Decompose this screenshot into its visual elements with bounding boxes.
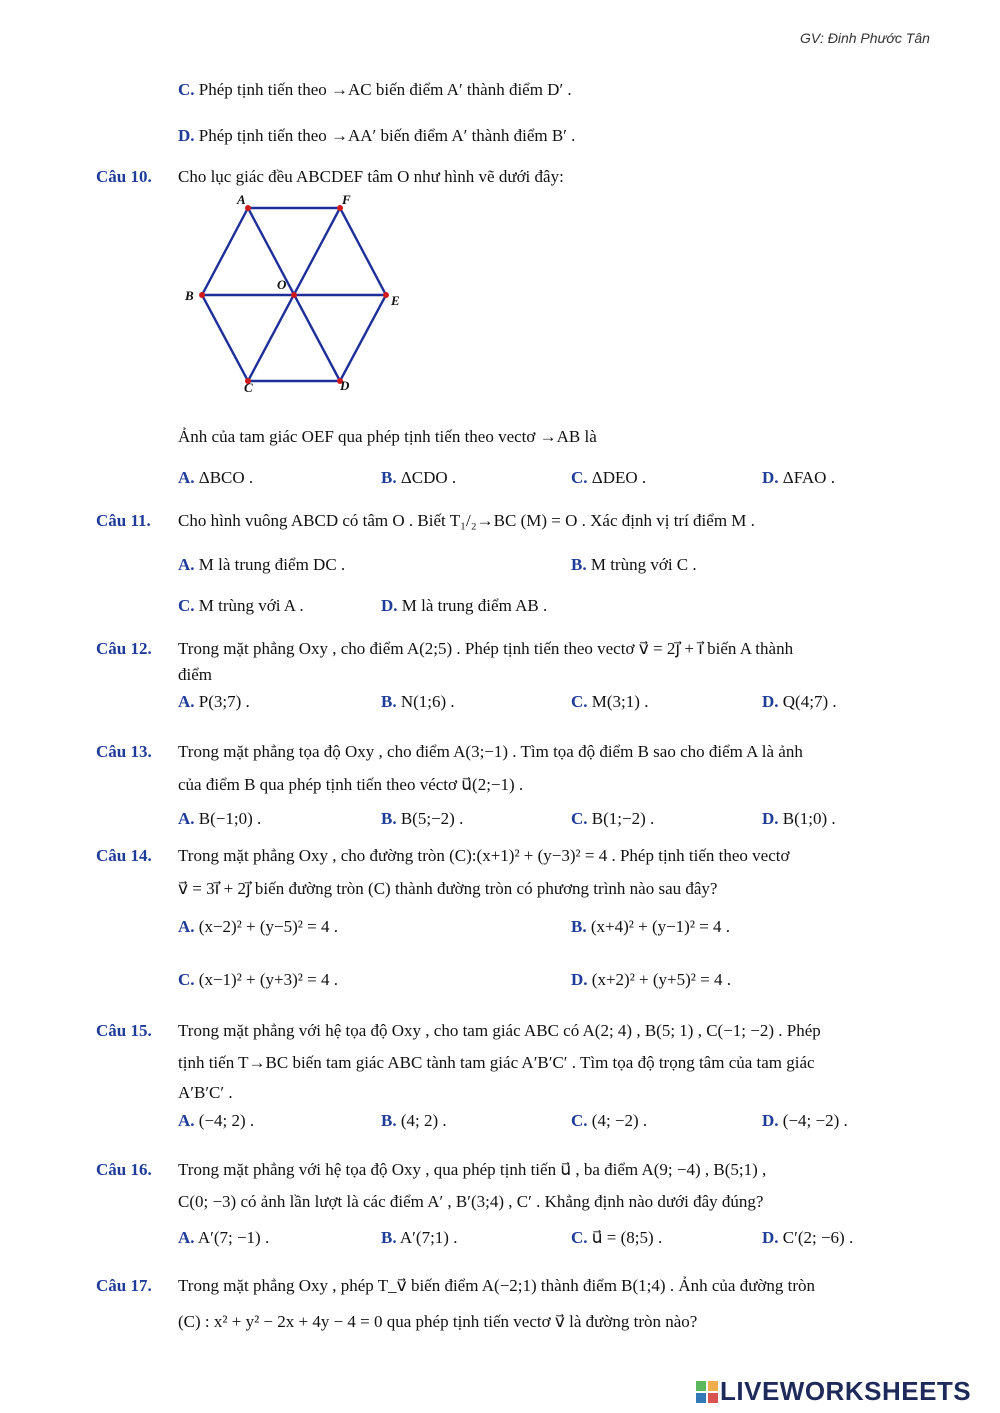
question-16-line-1: Trong mặt phẳng với hệ tọa độ Oxy , qua phép tịnh tiến u⃗ , ba điểm A(9; −4) , B(5;1) ,	[178, 1160, 767, 1179]
question-17-number: Câu 17.	[96, 1276, 152, 1295]
question-12-line-2: điểm	[178, 665, 212, 684]
prev-option-d-text: Phép tịnh tiến theo →AA′ biến điểm A′ thành điểm B′ .	[198, 126, 576, 145]
question-14-line-1: Trong mặt phẳng Oxy , cho đường tròn (C):(x+1)² + (y−3)² = 4 . Phép tịnh tiến theo vectơ	[178, 846, 790, 865]
q16-option-d[interactable]: D. C′(2; −6) .	[762, 1228, 854, 1247]
question-13-number: Câu 13.	[96, 742, 152, 761]
question-11-number: Câu 11.	[96, 511, 151, 530]
prev-option-c: C. Phép tịnh tiến theo →AC biến điểm A′ thành điểm D′ .	[178, 80, 572, 99]
question-14-line-2: v⃗ = 3i⃗ + 2j⃗ biến đường tròn (C) thành đường tròn có phương trình nào sau đây?	[178, 879, 718, 898]
question-12-line-1: Trong mặt phẳng Oxy , cho điểm A(2;5) . Phép tịnh tiến theo vectơ v⃗ = 2j⃗ + i⃗ biến A thành	[178, 639, 794, 658]
q12-option-d[interactable]: D. Q(4;7) .	[762, 692, 837, 711]
hexagon-figure	[180, 192, 420, 397]
grid-logo-icon	[696, 1381, 718, 1403]
question-10-number: Câu 10.	[96, 167, 152, 186]
q13-option-d[interactable]: D. B(1;0) .	[762, 809, 836, 828]
q11-option-c[interactable]: C. M trùng với A .	[178, 596, 304, 615]
q12-option-c[interactable]: C. M(3;1) .	[571, 692, 649, 711]
question-15-number: Câu 15.	[96, 1021, 152, 1040]
question-13-line-2: của điểm B qua phép tịnh tiến theo véctơ u⃗(2;−1) .	[178, 775, 524, 794]
question-16-number: Câu 16.	[96, 1160, 152, 1179]
q13-option-a[interactable]: A. B(−1;0) .	[178, 809, 262, 828]
logo-text: LIVEWORKSHEETS	[720, 1376, 972, 1406]
q15-option-c[interactable]: C. (4; −2) .	[571, 1111, 648, 1130]
point-label-c: C	[244, 380, 253, 395]
question-11-text: Cho hình vuông ABCD có tâm O . Biết T₁/₂→BC (M) = O . Xác định vị trí điểm M .	[178, 511, 755, 530]
q11-option-b[interactable]: B. M trùng với C .	[571, 555, 697, 574]
q10-option-b[interactable]: B. ΔCDO .	[381, 468, 457, 487]
question-12-number: Câu 12.	[96, 639, 152, 658]
question-15-line-1: Trong mặt phẳng với hệ tọa độ Oxy , cho tam giác ABC có A(2; 4) , B(5; 1) , C(−1; −2) . Phép	[178, 1021, 821, 1040]
question-13-line-1: Trong mặt phẳng tọa độ Oxy , cho điểm A(3;−1) . Tìm tọa độ điểm B sao cho điểm A là ảnh	[178, 742, 803, 761]
prev-option-c-text: Phép tịnh tiến theo →AC biến điểm A′ thành điểm D′ .	[198, 80, 572, 99]
point-label-b: B	[185, 288, 194, 303]
question-10-prompt: Ảnh của tam giác OEF qua phép tịnh tiến theo vectơ →AB là	[178, 427, 597, 446]
q10-option-c[interactable]: C. ΔDEO .	[571, 468, 647, 487]
q15-option-d[interactable]: D. (−4; −2) .	[762, 1111, 848, 1130]
q11-option-a[interactable]: A. M là trung điểm DC .	[178, 555, 346, 574]
question-15-line-3: A′B′C′ .	[178, 1083, 233, 1102]
point-label-e: E	[391, 293, 400, 308]
author-header: GV: Đinh Phước Tân	[800, 30, 930, 46]
q11-option-d[interactable]: D. M là trung điểm AB .	[381, 596, 548, 615]
q15-option-b[interactable]: B. (4; 2) .	[381, 1111, 447, 1130]
q12-option-b[interactable]: B. N(1;6) .	[381, 692, 455, 711]
q10-option-d[interactable]: D. ΔFAO .	[762, 468, 835, 487]
point-label-a: A	[237, 192, 246, 207]
question-10-text: Cho lục giác đều ABCDEF tâm O như hình vẽ dưới đây:	[178, 167, 564, 186]
q13-option-c[interactable]: C. B(1;−2) .	[571, 809, 655, 828]
question-17-line-1: Trong mặt phẳng Oxy , phép T_v⃗ biến điểm A(−2;1) thành điểm B(1;4) . Ảnh của đường tròn	[178, 1276, 816, 1295]
q16-option-c[interactable]: C. u⃗ = (8;5) .	[571, 1228, 663, 1247]
q14-option-c[interactable]: C. (x−1)² + (y+3)² = 4 .	[178, 970, 338, 989]
q14-option-d[interactable]: D. (x+2)² + (y+5)² = 4 .	[571, 970, 731, 989]
question-15-line-2: tịnh tiến T→BC biến tam giác ABC tành tam giác A′B′C′ . Tìm tọa độ trọng tâm của tam giác	[178, 1053, 815, 1072]
question-17-line-2: (C) : x² + y² − 2x + 4y − 4 = 0 qua phép tịnh tiến vectơ v⃗ là đường tròn nào?	[178, 1312, 698, 1331]
q10-option-a[interactable]: A. ΔBCO .	[178, 468, 254, 487]
point-label-d: D	[340, 378, 350, 393]
q15-option-a[interactable]: A. (−4; 2) .	[178, 1111, 255, 1130]
q14-option-b[interactable]: B. (x+4)² + (y−1)² = 4 .	[571, 917, 731, 936]
liveworksheets-logo	[696, 1376, 971, 1407]
point-label-o: O	[277, 277, 287, 292]
prev-option-d: D. Phép tịnh tiến theo →AA′ biến điểm A′ thành điểm B′ .	[178, 126, 576, 145]
q14-option-a[interactable]: A. (x−2)² + (y−5)² = 4 .	[178, 917, 338, 936]
q16-option-b[interactable]: B. A′(7;1) .	[381, 1228, 458, 1247]
question-14-number: Câu 14.	[96, 846, 152, 865]
q13-option-b[interactable]: B. B(5;−2) .	[381, 809, 464, 828]
point-label-f: F	[342, 192, 351, 207]
q12-option-a[interactable]: A. P(3;7) .	[178, 692, 250, 711]
q16-option-a[interactable]: A. A′(7; −1) .	[178, 1228, 270, 1247]
question-16-line-2: C(0; −3) có ảnh lần lượt là các điểm A′ , B′(3;4) , C′ . Khẳng định nào dưới đây đúng?	[178, 1192, 764, 1211]
